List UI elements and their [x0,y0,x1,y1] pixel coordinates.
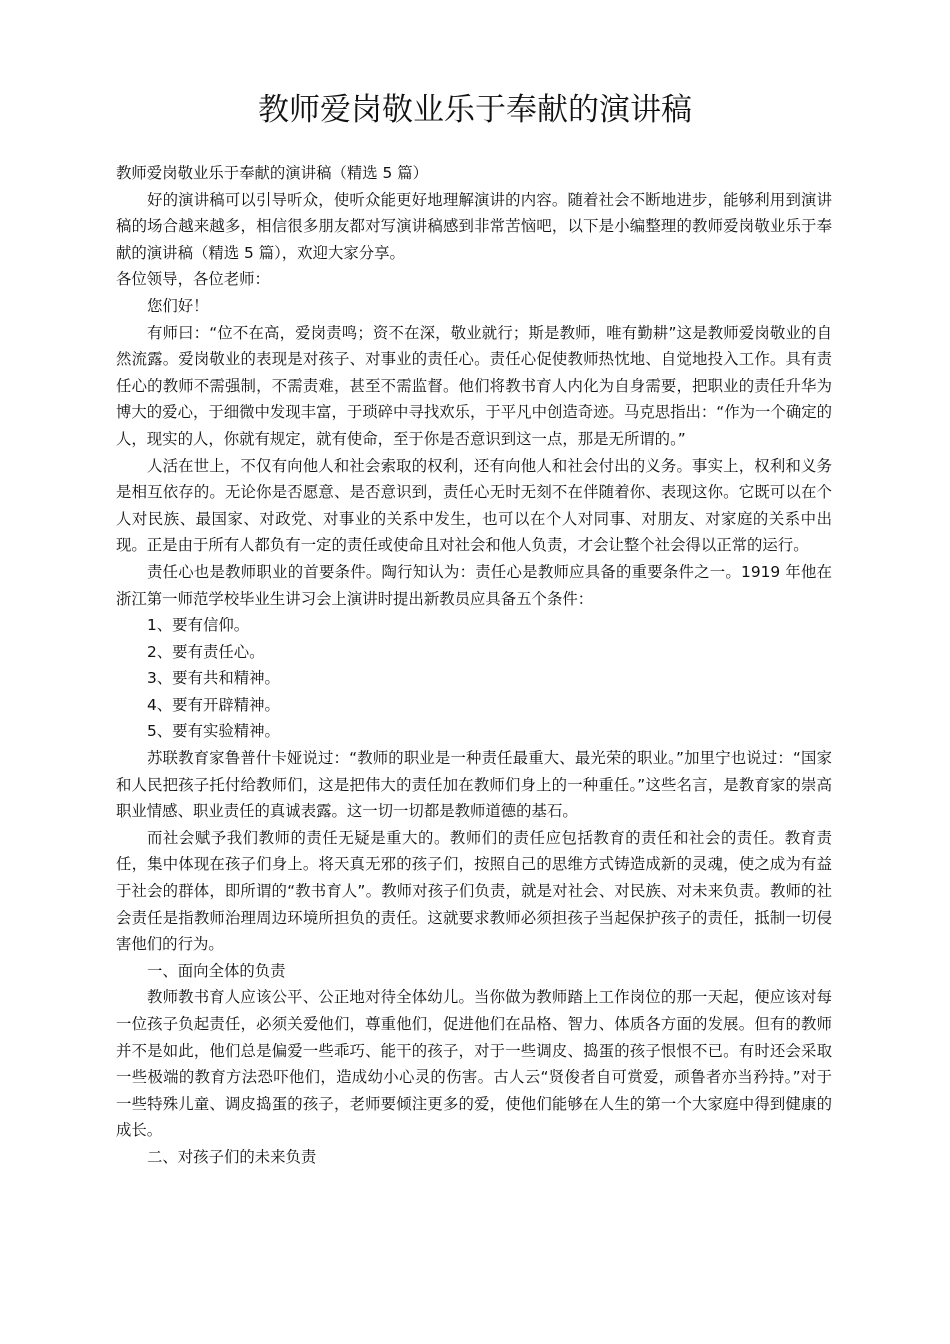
section-heading: 一、面向全体的负责 [147,961,286,980]
document-title: 教师爱岗敬业乐于奉献的演讲稿 [258,92,692,128]
section-heading: 二、对孩子们的未来负责 [147,1147,317,1166]
salutation: 各位领导，各位老师： [116,270,270,289]
list-item: 4、要有开辟精神。 [147,695,280,714]
paragraph: 有师曰：“位不在高，爱岗责鸣；资不在深，敬业就行；斯是教师，唯有勤耕”这是教师爱岗敬业的自然流露。爱岗敬业的表现是对孩子、对事业的责任心。责任心促使教师热忱地、自觉地投入工作。具有责任心的教师不需强制，不需责难，甚至不需监督。他们将教书育人内化为自身需要，把职业的责任升华为博大的爱心，于细微中发现丰富，于琐碎中寻找欢乐，于平凡中创造奇迹。马克思指出：“作为一个确定的人，现实的人，你就有规定，就有使命，至于你是否意识到这一点，那是无所谓的。” [116,323,832,448]
subtitle-line: 教师爱岗敬业乐于奉献的演讲稿（精选 5 篇） [116,164,428,182]
list-item: 1、要有信仰。 [147,616,250,635]
list-item: 5、要有实验精神。 [147,722,280,741]
paragraph: 教师教书育人应该公平、公正地对待全体幼儿。当你做为教师踏上工作岗位的那一天起，便应该对每一位孩子负起责任，必须关爱他们，尊重他们，促进他们在品格、智力、体质各方面的发展。但有的教师并不是如此，他们总是偏爱一些乖巧、能干的孩子，对于一些调皮、捣蛋的孩子恨恨不已。有时还会采取一些极端的教育方法恐吓他们，造成幼小心灵的伤害。古人云“贤俊者自可赏爱，顽鲁者亦当矜持。”对于一些特殊儿童、调皮捣蛋的孩子，老师要倾注更多的爱，使他们能够在人生的第一个大家庭中得到健康的成长。 [116,988,832,1140]
document-body [116,160,832,1171]
greeting: 您们好！ [147,296,209,315]
paragraph: 而社会赋予我们教师的责任无疑是重大的。教师们的责任应包括教育的责任和社会的责任。教育责任，集中体现在孩子们身上。将天真无邪的孩子们，按照自己的思维方式铸造成新的灵魂，使之成为有益于社会的群体，即所谓的“教书育人”。教师对孩子们负责，就是对社会、对民族、对未来负责。教师的社会责任是指教师治理周边环境所担负的责任。这就要求教师必须担孩子当起保护孩子的责任，抵制一切侵害他们的行为。 [116,828,832,954]
paragraph: 人活在世上，不仅有向他人和社会索取的权利，还有向他人和社会付出的义务。事实上，权利和义务是相互依存的。无论你是否愿意、是否意识到，责任心无时无刻不在伴随着你、表现这你。它既可以在个人对民族、最国家、对政党、对事业的关系中发生，也可以在个人对同事、对朋友、对家庭的关系中出现。正是由于所有人都负有一定的责任或使命且对社会和他人负责，才会让整个社会得以正常的运行。 [116,456,832,555]
paragraph: 苏联教育家鲁普什卡娅说过：“教师的职业是一种责任最重大、最光荣的职业。”加里宁也说过：“国家和人民把孩子托付给教师们，这是把伟大的责任加在教师们身上的一种重任。”这些名言，是教育家的崇高职业情感、职业责任的真诚表露。这一切一切都是教师道德的基石。 [116,749,832,821]
list-item: 3、要有共和精神。 [147,669,280,688]
intro-paragraph: 好的演讲稿可以引导听众，使听众能更好地理解演讲的内容。随着社会不断地进步，能够利用到演讲稿的场合越来越多，相信很多朋友都对写演讲稿感到非常苦恼吧，以下是小编整理的教师爱岗敬业乐于奉献的演讲稿（精选 5 篇），欢迎大家分享。 [116,190,832,262]
list-item: 2、要有责任心。 [147,642,265,661]
paragraph: 责任心也是教师职业的首要条件。陶行知认为：责任心是教师应具备的重要条件之一。1919 年他在浙江第一师范学校毕业生讲习会上演讲时提出新教员应具备五个条件： [116,562,832,608]
